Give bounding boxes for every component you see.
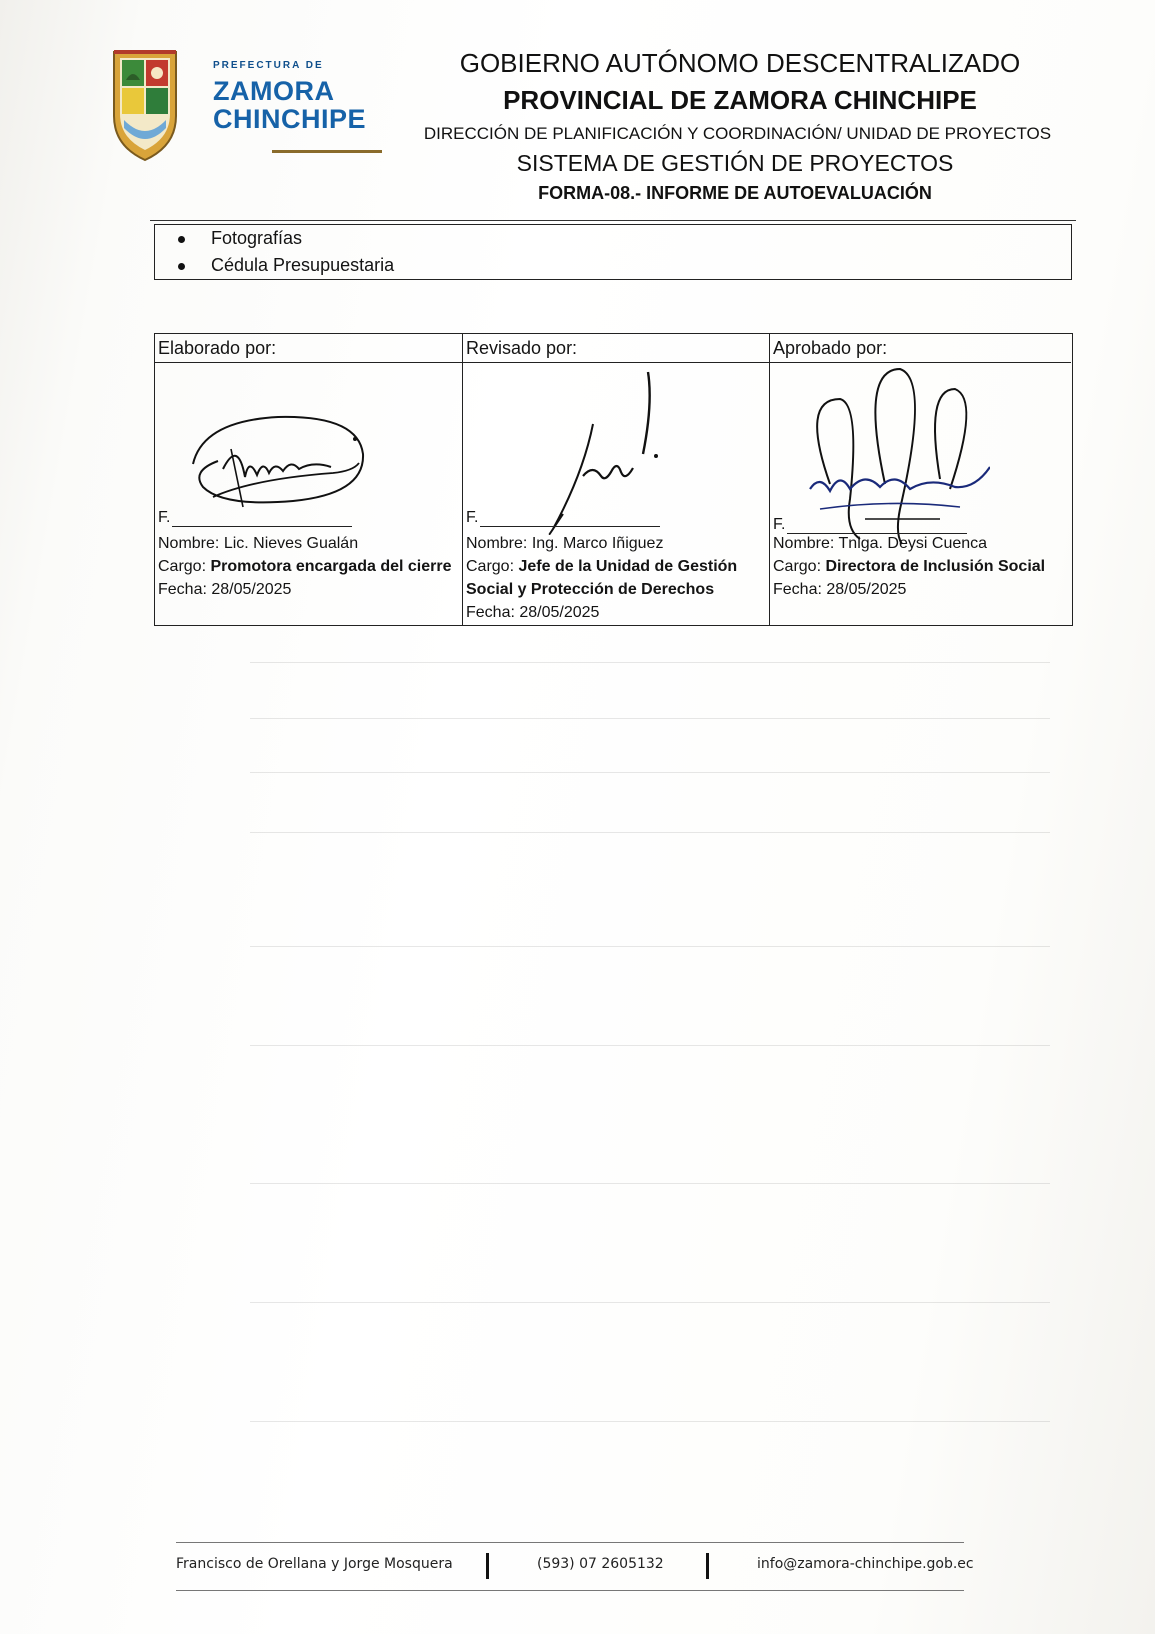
- signature-details: Nombre: Lic. Nieves Gualán Cargo: Promotora encargada del cierre Fecha: 28/05/2025: [158, 535, 452, 598]
- handwritten-signature-icon: [183, 409, 373, 519]
- brand-name-line2: CHINCHIPE: [213, 104, 367, 134]
- brand-name-line1: ZAMORA: [213, 76, 335, 106]
- footer-phone: (593) 07 2605132: [537, 1556, 664, 1572]
- signature-line: F.: [466, 509, 660, 527]
- signer-name: Lic. Nieves Gualán: [223, 535, 359, 552]
- signature-column-revisado: [462, 334, 769, 625]
- form-title: FORMA-08.- INFORME DE AUTOEVALUACIÓN: [538, 183, 932, 203]
- signature-line: F.: [773, 516, 967, 534]
- footer-address: Francisco de Orellana y Jorge Mosquera: [176, 1556, 453, 1572]
- header-title-line3: DIRECCIÓN DE PLANIFICACIÓN Y COORDINACIÓN/ UNIDAD DE PROYECTOS: [423, 124, 1052, 143]
- signature-date: 28/05/2025: [826, 581, 907, 598]
- attachments-box: [154, 224, 1072, 280]
- signer-name: Tnlga. Deysi Cuenca: [838, 535, 988, 552]
- signature-date: 28/05/2025: [211, 581, 292, 598]
- footer-bottom-rule: [176, 1590, 964, 1591]
- signature-role: Elaborado por:: [155, 334, 462, 363]
- signature-details: Nombre: Ing. Marco Iñiguez Cargo: Jefe de la Unidad de Gestión Social y Protección de Derechos Fecha: 28/05/2025: [466, 535, 738, 621]
- brand-subtitle: PREFECTURA DE: [213, 60, 324, 71]
- footer-top-rule: [176, 1542, 964, 1543]
- header-divider: [150, 220, 1076, 221]
- signature-date: 28/05/2025: [519, 604, 600, 621]
- signature-role: Aprobado por:: [770, 334, 1071, 363]
- signature-column-elaborado: [155, 334, 462, 625]
- header-title-line1: GOBIERNO AUTÓNOMO DESCENTRALIZADO: [459, 48, 1021, 78]
- attachment-item: Fotografías: [155, 225, 1071, 252]
- brand-rule: [272, 150, 382, 153]
- bullet-icon: [178, 263, 185, 270]
- bullet-icon: [178, 236, 185, 243]
- prefectura-shield-logo: [110, 46, 180, 164]
- signature-details: Nombre: Tnlga. Deysi Cuenca Cargo: Directora de Inclusión Social Fecha: 28/05/2025: [773, 535, 1046, 598]
- footer-separator: [706, 1553, 709, 1579]
- footer-separator: [486, 1553, 489, 1579]
- signature-column-aprobado: [769, 334, 1071, 625]
- signer-position: Directora de Inclusión Social: [825, 558, 1046, 575]
- signer-name: Ing. Marco Iñiguez: [531, 535, 664, 552]
- attachment-item: Cédula Presupuestaria: [155, 252, 1071, 279]
- signature-line: F.: [158, 509, 352, 527]
- signature-role: Revisado por:: [463, 334, 769, 363]
- signature-table: [154, 333, 1073, 626]
- header-title-line4: SISTEMA DE GESTIÓN DE PROYECTOS: [516, 150, 954, 176]
- signer-position: Promotora encargada del cierre: [210, 558, 452, 575]
- signer-position: Jefe de la Unidad de Gestión Social y Protección de Derechos: [466, 558, 738, 598]
- footer-email: info@zamora-chinchipe.gob.ec: [757, 1556, 974, 1572]
- header-title-line2: PROVINCIAL DE ZAMORA CHINCHIPE: [503, 85, 977, 115]
